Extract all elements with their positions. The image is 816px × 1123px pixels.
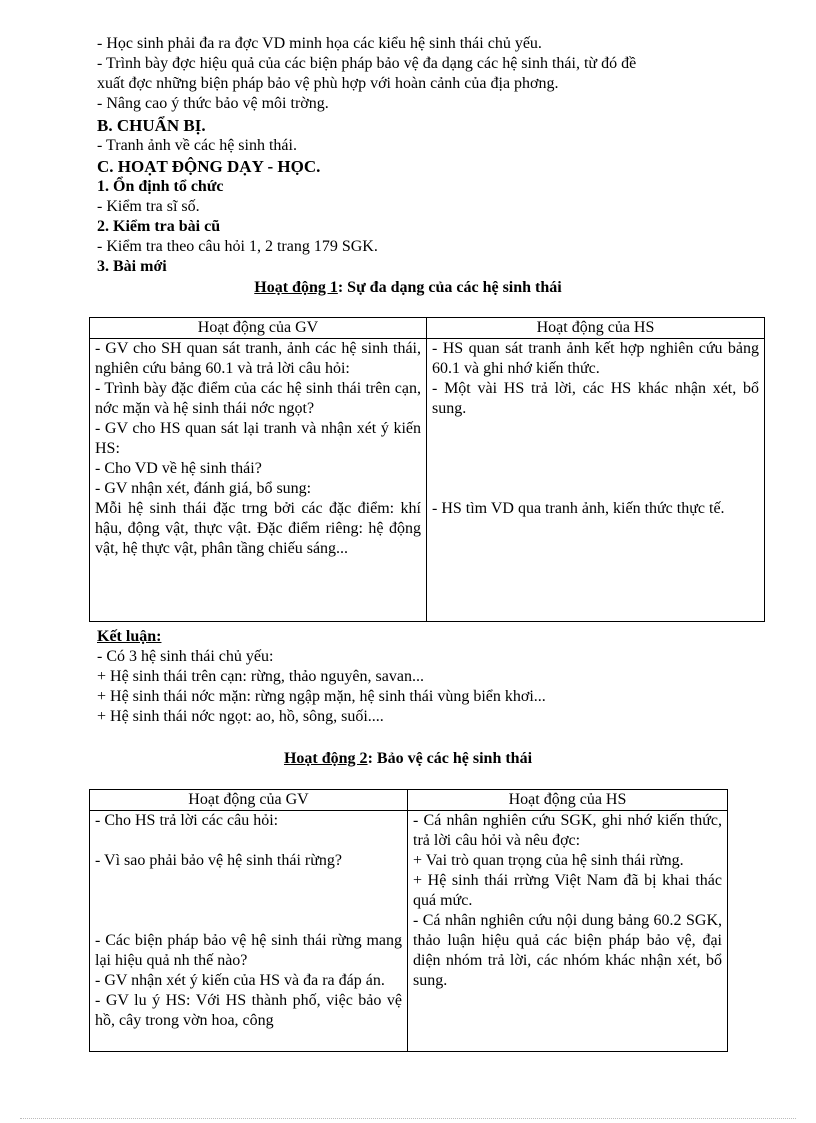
conclusion-line: - Có 3 hệ sinh thái chủ yếu: [97,648,274,665]
section-b-line: - Tranh ảnh về các hệ sinh thái. [97,137,297,154]
activity2-gv-line: - Vì sao phải bảo vệ hệ sinh thái rừng? [95,852,342,869]
activity1-heading [0,278,816,298]
conclusion-line: + Hệ sinh thái nớc mặn: rừng ngập mặn, hệ sinh thái vùng biển khơi... [97,688,546,705]
activity1-hs-cell [427,339,765,622]
activity2-hs-line: - Cá nhân nghiên cứu SGK, ghi nhớ kiến thức, trả lời câu hỏi và nêu đợc: [413,812,722,849]
activity1-title: : Sự đa dạng của các hệ sinh thái [337,279,562,296]
activity1-col-gv: Hoạt động của GV [90,318,427,339]
intro-line-4: - Nâng cao ý thức bảo vệ môi trờng. [97,95,329,112]
intro-line-2: - Trình bày đợc hiệu quả của các biện pháp bảo vệ đa dạng các hệ sinh thái, từ đó đề [97,55,637,72]
step3-title: 3. Bài mới [97,258,167,275]
activity1-hs-line: - HS quan sát tranh ảnh kết hợp nghiên cứu bảng 60.1 và ghi nhớ kiến thức. [432,340,759,377]
activity2-title: : Bảo vệ các hệ sinh thái [367,750,533,767]
activity2-label: Hoạt động 2 [283,750,368,767]
activity2-hs-cell [408,811,728,1052]
activity2-gv-cell [90,811,408,1052]
activity1-gv-line: - GV cho HS quan sát lại tranh và nhận xét ý kiến HS: [95,420,421,457]
activity1-label: Hoạt động 1 [254,279,338,296]
section-b-title: B. CHUẨN BỊ. [97,116,206,135]
activity2-gv-line: - Cho HS trả lời các câu hỏi: [95,812,279,829]
activity1-gv-cell [90,339,427,622]
activity1-hs-line: - HS tìm VD qua tranh ảnh, kiến thức thực tế. [432,500,725,517]
section-c-title: C. HOẠT ĐỘNG DẠY - HỌC. [97,157,321,176]
activity1-gv-line: - GV nhận xét, đánh giá, bổ sung: [95,480,312,497]
activity2-col-hs: Hoạt động của HS [408,790,728,811]
activity2-hs-line: + Vai trò quan trọng của hệ sinh thái rừng. [413,852,684,869]
activity2-gv-line: - GV nhận xét ý kiến của HS và đa ra đáp án. [95,972,385,989]
step2-title: 2. Kiểm tra bài cũ [97,218,221,235]
activity1-table [89,317,765,622]
activity1-gv-line: - Trình bày đặc điểm của các hệ sinh thái trên cạn, nớc mặn và hệ sinh thái nớc ngọt? [95,380,421,417]
activity1-gv-line: Mỗi hệ sinh thái đặc trng bởi các đặc điểm: khí hậu, động vật, thực vật. Đặc điểm riêng: hệ động vật, hệ thực vật, phân tầng chiếu sáng... [95,500,421,557]
conclusion-line: + Hệ sinh thái nớc ngọt: ao, hồ, sông, suối.... [97,708,384,725]
conclusion-label: Kết luận: [97,628,162,645]
activity1-gv-line: - GV cho SH quan sát tranh, ảnh các hệ sinh thái, nghiên cứu bảng 60.1 và trả lời câu hỏi: [95,340,421,377]
activity1-col-hs: Hoạt động của HS [427,318,765,339]
activity2-hs-line: + Hệ sinh thái rrừng Việt Nam đã bị khai thác quá mức. [413,872,722,909]
activity2-gv-line: - Các biện pháp bảo vệ hệ sinh thái rừng mang lại hiệu quả nh thế nào? [95,932,402,969]
conclusion-line: + Hệ sinh thái trên cạn: rừng, thảo nguyên, savan... [97,668,424,685]
activity2-hs-line: - Cá nhân nghiên cứu nội dung bảng 60.2 SGK, thảo luận hiệu quả các biện pháp bảo vệ, đại diện nhóm trả lời, các nhóm khác nhận xét, bổ sung. [413,912,722,989]
page-bottom-rule [20,1118,796,1119]
activity2-heading [0,749,816,769]
activity2-col-gv: Hoạt động của GV [90,790,408,811]
activity1-gv-line: - Cho VD về hệ sinh thái? [95,460,262,477]
step1-line: - Kiểm tra sĩ số. [97,198,200,215]
step2-line: - Kiểm tra theo câu hỏi 1, 2 trang 179 SGK. [97,238,378,255]
step1-title: 1. Ổn định tổ chức [97,178,224,195]
intro-line-3: xuất đợc những biện pháp bảo vệ phù hợp với hoàn cảnh của địa phơng. [97,75,559,92]
activity2-gv-line: - GV lu ý HS: Với HS thành phố, việc bảo vệ hồ, cây trong vờn hoa, công [95,992,402,1029]
activity1-hs-line: - Một vài HS trả lời, các HS khác nhận xét, bổ sung. [432,380,759,417]
activity2-table [89,789,728,1052]
intro-line-1: - Học sinh phải đa ra đợc VD minh họa các kiểu hệ sinh thái chủ yếu. [97,35,542,52]
